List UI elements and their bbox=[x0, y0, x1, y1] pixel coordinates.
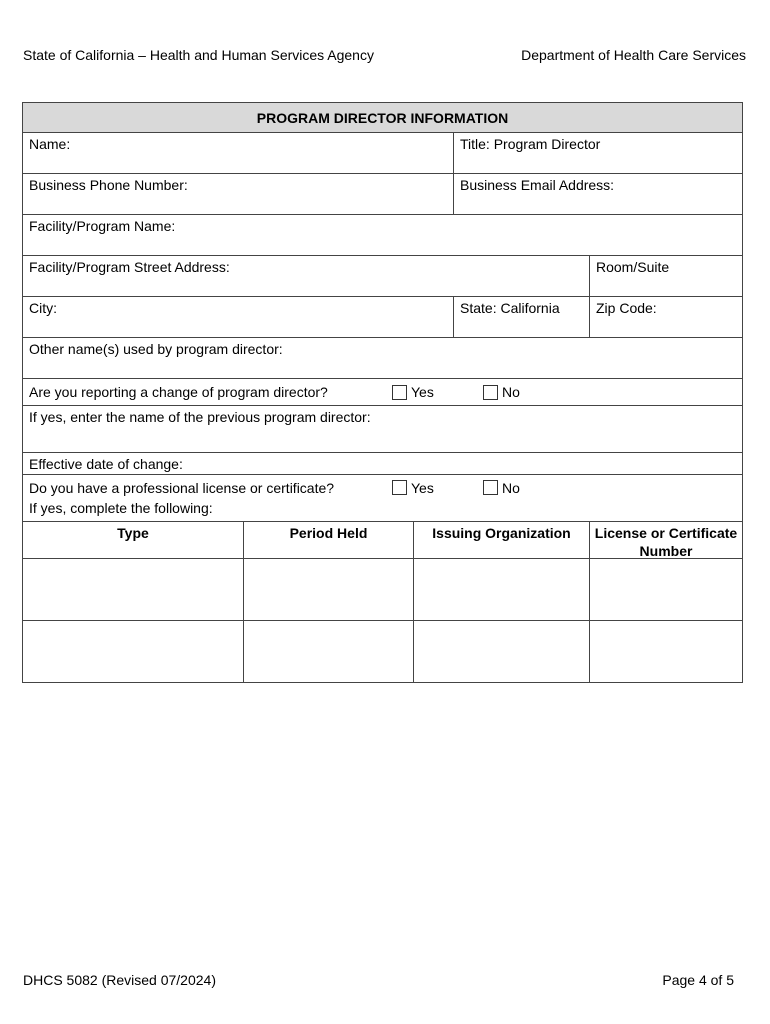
issuing-organization-cell[interactable] bbox=[413, 621, 589, 682]
table-row bbox=[23, 621, 742, 682]
change-question-label: Are you reporting a change of program director? bbox=[29, 384, 328, 400]
change-question-row bbox=[23, 379, 742, 406]
type-header: Type bbox=[117, 525, 149, 541]
change-no-option[interactable] bbox=[483, 384, 520, 400]
state-field: State: California bbox=[453, 297, 589, 337]
zip-code-field[interactable]: Zip Code: bbox=[589, 297, 742, 337]
other-names-field[interactable]: Other name(s) used by program director: bbox=[29, 341, 283, 357]
change-yes-option[interactable] bbox=[392, 384, 483, 400]
license-no-option[interactable] bbox=[483, 480, 520, 496]
page-number: Page 4 of 5 bbox=[662, 972, 734, 988]
yes-checkbox[interactable] bbox=[392, 480, 407, 495]
previous-director-field[interactable]: If yes, enter the name of the previous program director: bbox=[29, 409, 371, 425]
room-suite-field[interactable]: Room/Suite bbox=[589, 256, 742, 296]
facility-row bbox=[23, 215, 742, 256]
no-label: No bbox=[502, 384, 520, 400]
name-title-row bbox=[23, 133, 742, 174]
period-held-cell[interactable] bbox=[243, 559, 413, 620]
title-field[interactable]: Title: Program Director bbox=[453, 133, 742, 173]
type-cell[interactable] bbox=[23, 559, 243, 620]
other-names-row bbox=[23, 338, 742, 379]
yes-checkbox[interactable] bbox=[392, 385, 407, 400]
license-number-cell[interactable] bbox=[589, 559, 742, 620]
period-held-cell[interactable] bbox=[243, 621, 413, 682]
department-header: Department of Health Care Services bbox=[521, 47, 746, 63]
name-field[interactable]: Name: bbox=[29, 136, 71, 152]
license-question-row bbox=[23, 475, 742, 522]
no-checkbox[interactable] bbox=[483, 480, 498, 495]
agency-header: State of California – Health and Human Services Agency bbox=[23, 47, 374, 63]
complete-following-label: If yes, complete the following: bbox=[29, 500, 213, 516]
program-director-form bbox=[22, 102, 743, 683]
type-cell[interactable] bbox=[23, 621, 243, 682]
section-title: PROGRAM DIRECTOR INFORMATION bbox=[23, 103, 742, 133]
contact-row bbox=[23, 174, 742, 215]
no-checkbox[interactable] bbox=[483, 385, 498, 400]
yes-label: Yes bbox=[411, 479, 434, 496]
license-number-cell[interactable] bbox=[589, 621, 742, 682]
no-label: No bbox=[502, 479, 520, 496]
address-row bbox=[23, 256, 742, 297]
yes-label: Yes bbox=[411, 384, 434, 400]
license-question-label: Do you have a professional license or certificate? bbox=[29, 479, 335, 496]
effective-date-row bbox=[23, 453, 742, 475]
business-phone-field[interactable]: Business Phone Number: bbox=[29, 177, 188, 193]
facility-name-field[interactable]: Facility/Program Name: bbox=[29, 218, 176, 234]
table-row bbox=[23, 559, 742, 621]
issuing-organization-cell[interactable] bbox=[413, 559, 589, 620]
issuing-organization-header: Issuing Organization bbox=[413, 522, 589, 558]
effective-date-field[interactable]: Effective date of change: bbox=[29, 456, 183, 472]
street-address-field[interactable]: Facility/Program Street Address: bbox=[29, 259, 230, 275]
license-table-header bbox=[23, 522, 742, 559]
license-yes-option[interactable] bbox=[392, 480, 483, 496]
city-field[interactable]: City: bbox=[29, 300, 57, 316]
period-held-header: Period Held bbox=[243, 522, 413, 558]
form-id: DHCS 5082 (Revised 07/2024) bbox=[23, 972, 216, 988]
business-email-field[interactable]: Business Email Address: bbox=[453, 174, 742, 214]
license-number-header: License or Certificate Number bbox=[589, 522, 742, 558]
city-row bbox=[23, 297, 742, 338]
previous-director-row bbox=[23, 406, 742, 453]
